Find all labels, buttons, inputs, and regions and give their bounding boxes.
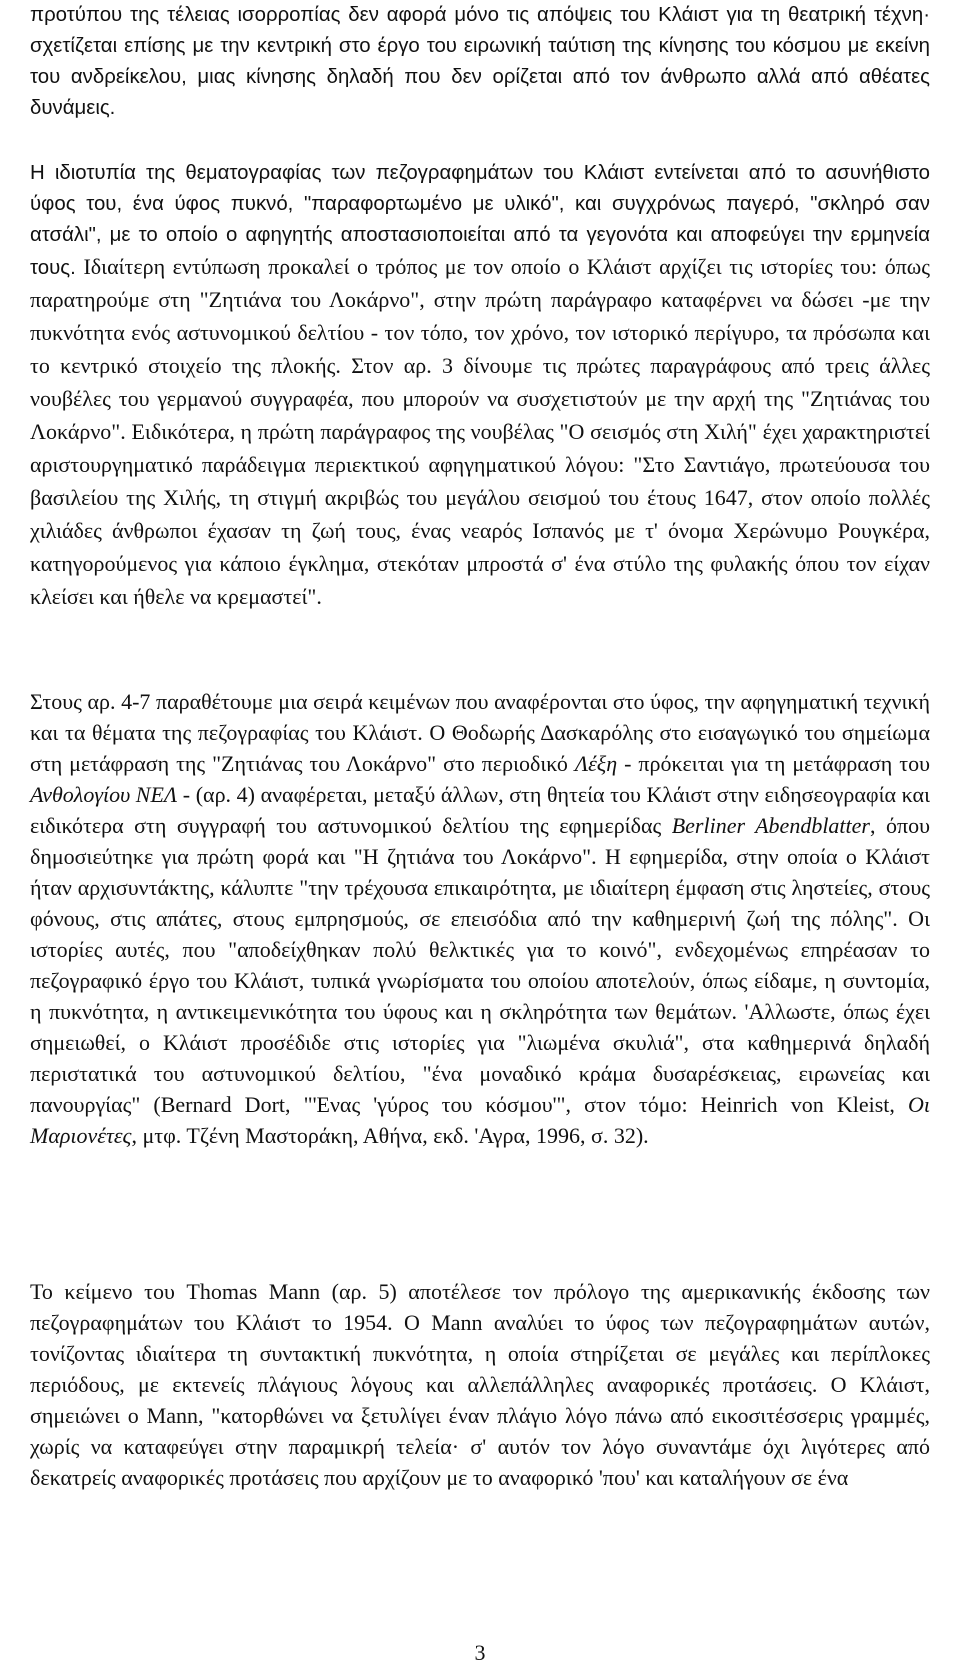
paragraph-text: Στους αρ. 4-7 παραθέτουμε μια σειρά κειμένων που αναφέρονται στο ύφος, την αφηγηματική τεχνική και τα θέματα της πεζογραφίας του Κλάιστ. Ο Θοδωρής Δασκαρόλης στο εισαγωγικό του σημείωμα στη μετάφραση της "Ζητιάνας του Λοκάρνο" στο περιοδικό [30, 689, 930, 776]
paragraph-text: , όπου δημοσιεύτηκε για πρώτη φορά και "Η ζητιάνα του Λοκάρνο". Η εφημερίδα, στην οποία ο Κλάιστ ήταν αρχισυντάκτης, κάλυπτε "την τρέχουσα επικαιρότητα, με ιδιαίτερη έμφαση στις ληστείες, στους φόνους, στις απάτες, στους εμπρησμούς, σε επεισόδια από την καθημερινή ζωή της πόλης". Οι ιστορίες αυτές, που "αποδείχθηκαν πολύ θελκτικές για το κοινό", ενδεχομένως επηρέασαν το πεζογραφικό έργο του Κλάιστ, τυπικά γνωρίσματα του οποίου αποτελούν, όπως είδαμε, η συντομία, η πυκνότητα, η αντικειμενικότητα του ύφους και η σκληρότητα των θεμάτων. 'Αλλωστε, όπως έχει σημειωθεί, ο Κλάιστ προσέδιδε στις ιστορίες για "λιωμένα σκυλιά", στα καθημερινά δηλαδή περιστατικά του αστυνομικού δελτίου, "ένα μοναδικό κράμα δυσαρέσκειας, ειρωνείας και πανουργίας" (Bernard Dort, "'Ενας 'γύρος του κόσμου'", στον τόμο: Heinrich von Kleist, [30, 813, 930, 1117]
anthology-title: Ανθολογίου ΝΕΛ [30, 782, 178, 807]
book-title: Οι Μαριονέτες [30, 1092, 930, 1148]
periodical-title: Λέξη [574, 751, 618, 776]
paragraph-text: Το κείμενο του Thomas Mann (αρ. 5) αποτέλεσε τον πρόλογο της αμερικανικής έκδοσης των πεζογραφημάτων του Κλάιστ το 1954. Ο Mann αναλύει το ύφος των πεζογραφημάτων αυτών, τονίζοντας ιδιαίτερα τη συντακτική πυκνότητα, η οποία στηρίζεται σε μεγάλες και περίπλοκες περιόδους, με εκτενείς πλάγιους λόγους και αλλεπάλληλες αναφορικές προτάσεις. Ο Κλάιστ, σημειώνει ο Mann, "κατορθώνει να ξετυλίγει έναν πλάγιο λόγο πάνω από εικοσιτέσσερις γραμμές, χωρίς να καταφεύγει στην παραμικρή τελεία· σ' αυτόν τον λόγο συναντάμε όχι λιγότερες από δεκατρείς αναφορικές προτάσεις που αρχίζουν με το αναφορικό 'που' και καταλήγουν σε ένα [30, 1279, 930, 1490]
paragraph-text-serif: Ιδιαίτερη εντύπωση προκαλεί ο τρόπος με τον οποίο ο Κλάιστ αρχίζει τις ιστορίες του: όπως παρατηρούμε στη "Ζητιάνα του Λοκάρνο", στην πρώτη παράγραφο καταφέρνει να δώσει -με την πυκνότητα ενός αστυνομικού δελτίου - τον τόπο, τον χρόνο, τον ιστορικό περίγυρο, τα πρόσωπα και το κεντρικό στοιχείο της πλοκής. Στον αρ. 3 δίνουμε τις πρώτες παραγράφους από τρεις άλλες νουβέλες του γερμανού συγγραφέα, που μπορούν να συσχετιστούν με την αρχή της "Ζητιάνας του Λοκάρνο". Ειδικότερα, η πρώτη παράγραφος της νουβέλας "Ο σεισμός στη Χιλή" έχει χαρακτηριστεί αριστουργηματικό παράδειγμα περιεκτικού αφηγηματικού λόγου: "Στο Σαντιάγο, πρωτεύουσα του βασιλείου της Χιλής, τη στιγμή ακριβώς του μεγάλου σεισμού του έτους 1647, στον οποίο πολλές χιλιάδες άνθρωποι έχασαν τη ζωή τους, ένας νεαρός Ισπανός με τ' όνομα Χερώνυμο Ρουγκέρα, κατηγορούμενος για κάποιο έγκλημα, στεκόταν μπροστά σ' ένα στύλο της φυλακής όπου τον είχαν κλείσει και ήθελε να κρεμαστεί". [30, 254, 930, 609]
paragraph-text-sans: Η ιδιοτυπία της θεματογραφίας των πεζογραφημάτων του Κλάιστ εντείνεται από το ασυνήθιστο ύφος του, ένα ύφος πυκνό, "παραφορτωμένο με υλικό", και συγχρόνως παγερό, "σκληρό σαν ατσάλι", με το οποίο ο αφηγητής αποστασιοποιείται από τα γεγονότα και αποφεύγει την ερμηνεία τους. [30, 162, 930, 279]
newspaper-title: Berliner Abendblatter [671, 813, 870, 838]
paragraph-continuation [30, 0, 930, 124]
paragraph-text: - πρόκειται για τη μετάφραση του [617, 751, 930, 776]
paragraph-text: , μτφ. Τζένη Μαστοράκη, Αθήνα, εκδ. 'Αγρα, 1996, σ. 32). [131, 1123, 649, 1148]
paragraph-texts-overview [30, 686, 930, 1151]
paragraph-text: προτύπου της τέλειας ισορροπίας δεν αφορά μόνο τις απόψεις του Κλάιστ για τη θεατρική τέχνη· σχετίζεται επίσης με την κεντρική στο έργο του ειρωνική ταύτιση της κίνησης του κόσμου με εκείνη του ανδρείκελου, μιας κίνησης δηλαδή που δεν ορίζεται από τον άνθρωπο αλλά από αθέατες δυνάμεις. [30, 4, 930, 119]
page-number: 3 [474, 1640, 486, 1665]
document-page [30, 0, 930, 1678]
paragraph-thomas-mann [30, 1276, 930, 1493]
paragraph-style-discussion [30, 158, 930, 614]
paragraph-text: - (αρ. 4) αναφέρεται, μεταξύ άλλων, στη θητεία του Κλάιστ στην ειδησεογραφία και ειδικότερα στη συγγραφή του αστυνομικού δελτίου της εφημερίδας [30, 782, 930, 838]
